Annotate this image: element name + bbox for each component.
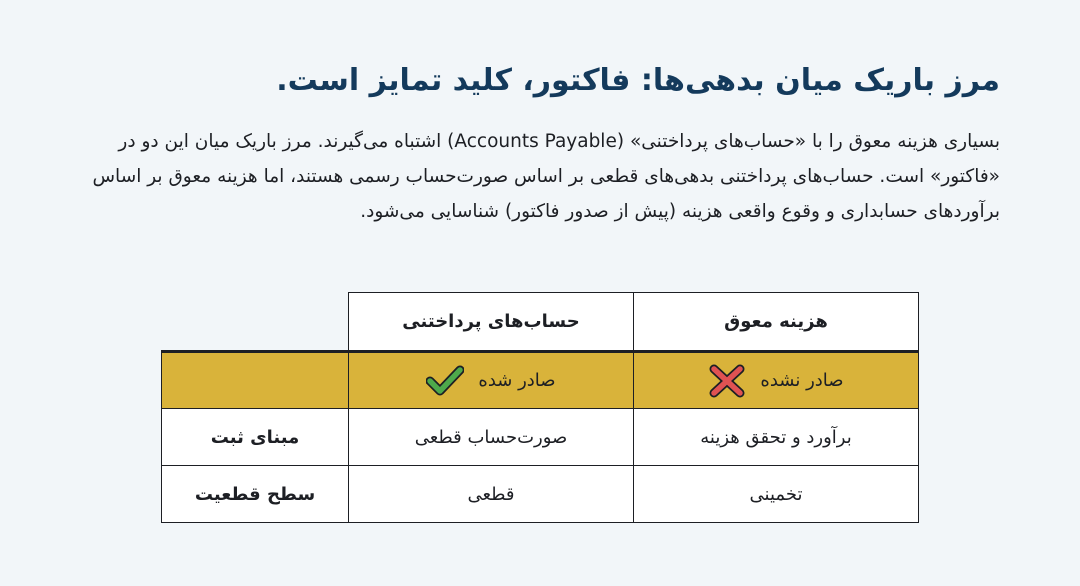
header-accrued-expense: هزینه معوق (634, 293, 919, 352)
row-certainty-label: سطح قطعیت (162, 466, 349, 523)
header-accounts-payable: حساب‌های پرداختنی (349, 293, 634, 352)
table-row (162, 409, 919, 466)
row-basis-label: مبنای ثبت (162, 409, 349, 466)
header-empty-cell (162, 293, 349, 352)
row-certainty-payable: قطعی (349, 466, 634, 523)
cross-icon (708, 364, 746, 398)
status-empty-cell (162, 352, 349, 409)
intro-paragraph: بسیاری هزینه معوق را با «حساب‌های پرداختنی» (Accounts Payable) اشتباه می‌گیرند. مرز باریک میان این دو در «فاکتور» است. حساب‌های پرداختنی بدهی‌های قطعی بر اساس صورت‌حساب رسمی هستند، اما هزینه معوق بر اساس برآوردهای حسابداری و وقوع واقعی هزینه (پیش از صدور فاکتور) شناسایی می‌شود. (92, 131, 1000, 222)
page-title: مرز باریک میان بدهی‌ها: فاکتور، کلید تمایز است. (276, 63, 1000, 98)
row-basis-payable: صورت‌حساب قطعی (349, 409, 634, 466)
status-payable-cell (349, 352, 634, 409)
status-accrued-cell (634, 352, 919, 409)
status-accrued-label: صادر نشده (760, 370, 844, 391)
row-certainty-accrued: تخمینی (634, 466, 919, 523)
table-header-row (162, 293, 919, 352)
comparison-table (161, 292, 919, 523)
table-row (162, 466, 919, 523)
status-payable-label: صادر شده (478, 370, 556, 391)
row-basis-accrued: برآورد و تحقق هزینه (634, 409, 919, 466)
check-icon (426, 364, 464, 398)
invoice-status-row (162, 352, 919, 409)
